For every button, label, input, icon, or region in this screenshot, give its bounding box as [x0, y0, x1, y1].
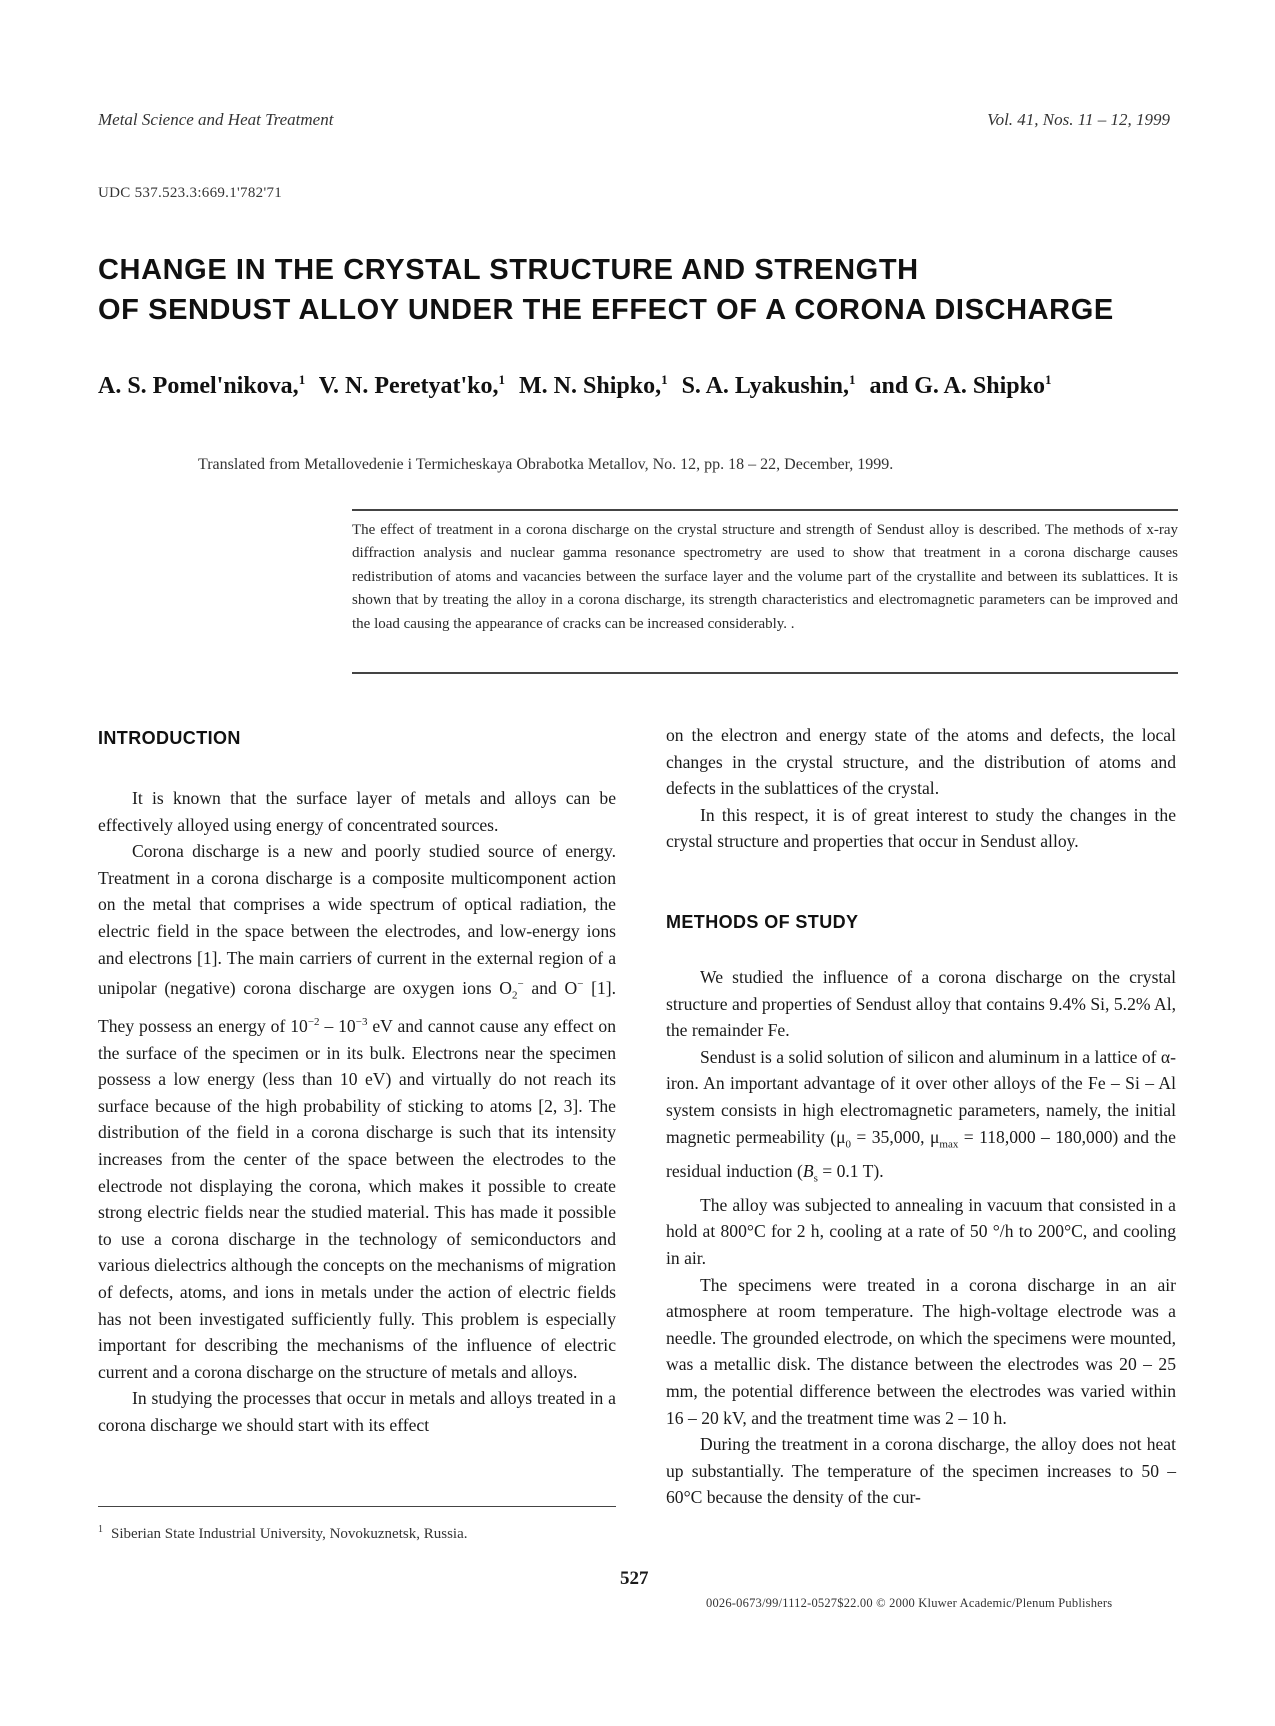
body-paragraph: on the electron and energy state of the atoms and defects, the local changes in the crystal structure, and the distribution of atoms and defects in the sublattices of the crystal. — [666, 725, 1176, 799]
text-run: [1]. They possess an energy of 10 — [98, 978, 617, 1036]
title-line-2: OF SENDUST ALLOY UNDER THE EFFECT OF A CORONA DISCHARGE — [98, 294, 1114, 326]
affiliation-mark: 1 — [498, 372, 506, 387]
text-run: – 10 — [319, 1015, 356, 1036]
affiliation-mark: 1 — [849, 372, 856, 387]
methods-paragraph: We studied the influence of a corona discharge on the crystal structure and properties of Sendust alloy that contains 9.4% Si, 5.2% Al, the remainder Fe. — [666, 967, 1176, 1041]
udc-code: UDC 537.523.3:669.1'782'71 — [98, 185, 283, 201]
subscript: s — [813, 1172, 818, 1185]
footnote-rule — [98, 1506, 616, 1507]
abstract-top-rule — [352, 509, 1178, 511]
author-name: A. S. Pomel'nikova, — [98, 373, 299, 399]
superscript: −3 — [355, 1016, 368, 1029]
methods-paragraph: The specimens were treated in a corona discharge in an air atmosphere at room temperature. The high-voltage electrode was a needle. The grounded electrode, on which the specimens were mounted, was a metallic disk. The distance between the electrodes was 20 – 25 mm, the potential difference between the electrodes was varied within 16 – 20 kV, and the treatment time was 2 – 10 h. — [666, 1274, 1176, 1428]
body-paragraph: In this respect, it is of great interest to study the changes in the crystal structure and properties that occur in Sendust alloy. — [666, 804, 1176, 852]
methods-paragraph: The alloy was subjected to annealing in vacuum that consisted in a hold at 800°C for 2 h, cooling at a rate of 50 °/h to 200°C, and cooling in air. — [666, 1194, 1176, 1268]
page-number: 527 — [620, 1568, 649, 1589]
abstract-bottom-rule — [352, 672, 1178, 674]
text-run: = 0.1 T). — [817, 1160, 884, 1181]
right-column-methods — [666, 964, 1176, 1511]
footnote — [98, 1524, 467, 1543]
intro-paragraph: It is known that the surface layer of metals and alloys can be effectively alloyed using energy of concentrated sources. — [98, 788, 616, 835]
superscript: − — [577, 978, 584, 991]
right-column-top — [666, 722, 1176, 855]
affiliation-mark: 1 — [661, 372, 668, 387]
superscript: − — [517, 978, 524, 991]
text-run: eV and cannot cause any effect on the surface of the specimen or in its bulk. Electrons near the specimen possess a low energy (less than 10 eV) and virtually do not reach its surface because of the high probability of sticking to atoms [2, 3]. The distribution of the field in a corona discharge is such that its intensity increases from the center of the space between the electrodes to the electrode not displaying the corona, which makes it possible to create strong electric fields near the studied material. This has made it possible to use a corona discharge in the technology of semiconductors and various dielectrics although the concepts on the mechanisms of migration of defects, atoms, and ions in metals under the action of electric fields has not been investigated sufficiently fully. This problem is especially important for describing the mechanisms of the influence of electric current and a corona discharge on the structure of metals and alloys. — [98, 1015, 616, 1382]
subscript: 2 — [512, 989, 518, 1002]
footnote-mark: 1 — [98, 1524, 103, 1535]
symbol: B — [802, 1160, 814, 1181]
intro-paragraph — [98, 838, 616, 1385]
text-run: Sendust is a solid solution of silicon and aluminum in a lattice of α-iron. An important advantage of it over other alloys of the Fe – Si – Al system consists in high electromagnetic parameters, namely, the initial magnetic permeability (μ — [666, 1046, 1176, 1147]
translation-note: Translated from Metallovedenie i Termicheskaya Obrabotka Metallov, No. 12, pp. 18 – 22, December, 1999. — [198, 456, 894, 473]
methods-paragraph: During the treatment in a corona discharge, the alloy does not heat up substantially. The temperature of the specimen increases to 50 – 60°C because the density of the cur- — [666, 1434, 1176, 1508]
subscript: 0 — [845, 1138, 852, 1151]
methods-paragraph — [666, 1044, 1176, 1192]
text-run: = 35,000, μ — [851, 1126, 940, 1147]
affiliation-mark: 1 — [1044, 372, 1052, 387]
running-header-volume: Vol. 41, Nos. 11 – 12, 1999 — [987, 110, 1170, 129]
paper-title — [98, 250, 1178, 330]
superscript: −2 — [307, 1016, 320, 1029]
author-list — [98, 372, 1198, 400]
author-name: V. N. Peretyat'ko, — [318, 373, 499, 399]
author-name: S. A. Lyakushin, — [681, 373, 850, 399]
text-run: = 118,000 – 180,000) and the residual induction ( — [666, 1126, 1176, 1181]
intro-paragraph: In studying the processes that occur in metals and alloys treated in a corona discharge we should start with its effect — [98, 1388, 616, 1435]
author-name: M. N. Shipko, — [519, 373, 662, 399]
text-run: and O — [523, 978, 578, 999]
author-name: and G. A. Shipko — [869, 373, 1045, 399]
abstract: The effect of treatment in a corona discharge on the crystal structure and strength of Sendust alloy is described. The methods of x-ray diffraction analysis and nuclear gamma resonance spectrometry are used to show that treatment in a corona discharge causes redistribution of atoms and vacancies between the surface layer and the volume part of the crystallite and between its sublattices. It is shown that by treating the alloy in a corona discharge, its strength characteristics and electromagnetic parameters can be improved and the load causing the appearance of cracks can be increased considerably. . — [352, 522, 1178, 632]
footnote-text: Siberian State Industrial University, Novokuznetsk, Russia. — [111, 1526, 468, 1542]
section-heading-methods: METHODS OF STUDY — [666, 912, 859, 932]
running-header-journal: Metal Science and Heat Treatment — [98, 110, 334, 129]
section-heading-introduction: INTRODUCTION — [98, 728, 241, 748]
affiliation-mark: 1 — [298, 372, 306, 387]
text-run: Corona discharge is a new and poorly studied source of energy. Treatment in a corona discharge is a composite multicomponent action on the metal that comprises a wide spectrum of optical radiation, the electric field in the space between the electrodes, and low-energy ions and electrons [1]. The main carriers of current in the external region of a unipolar (negative) corona discharge are oxygen ions O — [98, 841, 616, 999]
publisher-line: 0026-0673/99/1112-0527$22.00 © 2000 Kluwer Academic/Plenum Publishers — [706, 1596, 1113, 1610]
left-column — [98, 785, 616, 1438]
title-line-1: CHANGE IN THE CRYSTAL STRUCTURE AND STRENGTH — [98, 254, 919, 286]
subscript: max — [939, 1138, 959, 1151]
